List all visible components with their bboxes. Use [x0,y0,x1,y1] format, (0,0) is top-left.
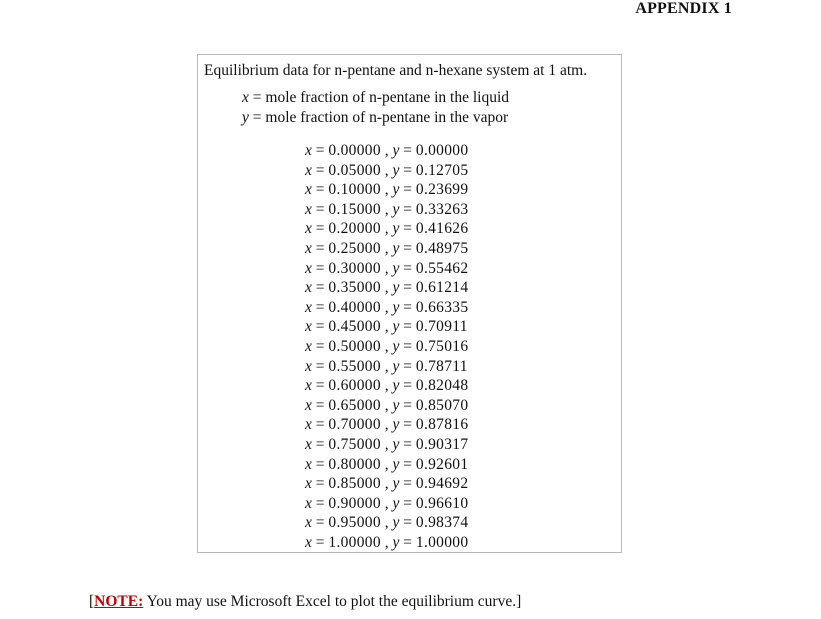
row-separator: , [380,220,393,238]
row-y-label: y [392,239,400,257]
row-y-label: y [392,298,400,316]
row-separator: , [380,200,393,218]
row-x-label: x [305,475,312,493]
row-equals: = [311,279,329,297]
table-title: Equilibrium data for n-pentane and n-hexane system at 1 atm. [204,62,588,79]
row-equals: = [311,142,329,159]
row-equals: = [399,455,416,473]
row-equals: = [311,377,329,395]
row-x-label: x [305,514,312,532]
row-x-value: 0.35000 [328,279,381,297]
row-x-value: 0.10000 [328,181,381,199]
appendix-heading: APPENDIX 1 [635,0,732,17]
row-separator: , [380,514,393,532]
row-y-label: y [392,377,400,395]
row-equals: = [311,259,329,277]
row-equals: = [311,475,329,493]
row-x-label: x [305,396,312,414]
row-equals: = [311,514,329,532]
row-separator: , [380,318,393,336]
row-y-value: 0.23699 [415,181,469,199]
row-equals: = [399,298,416,316]
row-x-label: x [305,181,312,199]
row-y-label: y [392,435,400,453]
data-row [305,298,468,318]
data-row [305,337,468,357]
row-y-value: 0.55462 [415,259,469,277]
row-equals: = [399,259,416,277]
note-open-bracket: [ [89,593,95,610]
data-row [305,259,468,279]
row-x-value: 0.55000 [328,357,381,375]
row-y-label: y [392,220,400,238]
row-separator: , [380,416,393,434]
row-y-value: 0.94692 [415,475,469,493]
row-y-value: 0.66335 [415,298,469,316]
definition-x [242,88,509,108]
row-equals: = [399,494,416,512]
data-row [305,317,468,337]
row-equals: = [311,318,329,336]
row-separator: , [380,435,393,453]
row-x-value: 0.80000 [328,455,381,473]
row-equals: = [399,161,416,179]
row-y-value: 0.96610 [415,494,469,512]
row-x-value: 0.20000 [328,220,381,238]
data-row [305,180,468,200]
row-separator: , [380,357,393,375]
row-y-label: y [392,494,400,512]
data-row [305,161,468,181]
row-equals: = [311,220,329,238]
row-equals: = [399,357,416,375]
row-y-value: 0.41626 [415,220,469,238]
row-equals: = [311,494,329,512]
row-x-value: 0.00000 [328,142,381,159]
row-y-value: 0.85070 [415,396,469,414]
row-x-value: 0.25000 [328,239,381,257]
row-y-label: y [392,475,400,493]
data-row [305,396,468,416]
row-y-value: 0.61214 [415,279,469,297]
data-row [305,278,468,298]
data-row [305,376,468,396]
row-y-value: 0.78711 [415,357,468,375]
row-equals: = [399,533,416,551]
row-y-value: 0.70911 [415,318,468,336]
row-x-label: x [305,142,312,159]
data-row [305,141,468,161]
row-x-value: 0.30000 [328,259,381,277]
row-x-label: x [305,200,312,218]
row-separator: , [380,142,393,159]
row-equals: = [399,396,416,414]
row-separator: , [380,533,393,551]
definition-y [242,108,509,128]
row-y-label: y [392,416,400,434]
row-separator: , [380,396,393,414]
row-equals: = [311,298,329,316]
row-x-label: x [305,298,312,316]
row-y-label: y [392,200,400,218]
row-y-value: 1.00000 [415,533,469,551]
row-x-value: 0.45000 [328,318,381,336]
definition-x-var: x [242,89,249,106]
row-equals: = [399,200,416,218]
row-separator: , [380,494,393,512]
row-x-label: x [305,494,312,512]
row-x-label: x [305,533,312,551]
row-y-value: 0.90317 [415,435,469,453]
row-separator: , [380,161,393,179]
row-equals: = [399,435,416,453]
row-y-label: y [392,259,400,277]
definition-x-text: mole fraction of n-pentane in the liquid [265,89,510,106]
data-row [305,357,468,377]
equilibrium-data-box [197,54,622,553]
row-y-value: 0.98374 [415,514,469,532]
row-separator: , [380,337,393,355]
row-y-label: y [392,396,400,414]
row-x-value: 0.60000 [328,377,381,395]
row-equals: = [311,161,329,179]
row-equals: = [311,533,329,551]
note-label: NOTE: [94,593,144,610]
definition-y-text: mole fraction of n-pentane in the vapor [265,109,509,126]
row-equals: = [399,475,416,493]
row-y-value: 0.82048 [415,377,469,395]
data-row [305,474,468,494]
row-y-label: y [392,455,400,473]
row-x-value: 0.65000 [328,396,381,414]
row-x-value: 0.95000 [328,514,381,532]
variable-definitions [242,88,509,128]
row-x-value: 0.40000 [328,298,381,316]
row-equals: = [399,279,416,297]
row-equals: = [311,435,329,453]
row-x-label: x [305,357,312,375]
row-y-label: y [392,161,400,179]
row-separator: , [380,455,393,473]
equilibrium-data-list [305,141,468,552]
row-y-value: 0.00000 [415,142,469,159]
row-x-value: 0.50000 [328,337,381,355]
row-equals: = [311,416,329,434]
definition-y-eq: = [248,109,266,126]
data-row [305,219,468,239]
row-equals: = [311,455,329,473]
note-text: You may use Microsoft Excel to plot the equilibrium curve.] [143,593,522,610]
row-y-value: 0.48975 [415,239,469,257]
row-separator: , [380,239,393,257]
row-equals: = [311,337,329,355]
row-x-value: 1.00000 [328,533,381,551]
data-row [305,415,468,435]
row-x-value: 0.85000 [328,475,381,493]
row-x-label: x [305,377,312,395]
row-equals: = [311,239,329,257]
row-separator: , [380,377,393,395]
row-x-label: x [305,161,312,179]
row-equals: = [399,220,416,238]
row-x-label: x [305,416,312,434]
data-row [305,435,468,455]
row-y-value: 0.33263 [415,200,469,218]
data-row [305,455,468,475]
row-equals: = [399,416,416,434]
row-equals: = [311,181,329,199]
row-y-label: y [392,514,400,532]
row-x-value: 0.90000 [328,494,381,512]
row-equals: = [399,239,416,257]
note [89,592,521,612]
row-equals: = [399,377,416,395]
definition-x-eq: = [248,89,266,106]
row-equals: = [399,142,416,159]
row-equals: = [399,514,416,532]
row-x-value: 0.05000 [328,161,381,179]
row-x-label: x [305,337,312,355]
row-equals: = [399,181,416,199]
row-x-label: x [305,239,312,257]
row-equals: = [399,337,416,355]
row-separator: , [380,298,393,316]
row-y-value: 0.12705 [415,161,469,179]
row-y-label: y [392,318,400,336]
row-x-value: 0.75000 [328,435,381,453]
row-y-label: y [392,533,400,551]
row-equals: = [399,318,416,336]
row-y-label: y [392,357,400,375]
row-equals: = [311,357,329,375]
row-y-value: 0.75016 [415,337,469,355]
row-x-label: x [305,455,312,473]
row-equals: = [311,396,329,414]
row-y-label: y [392,142,400,159]
row-separator: , [380,259,393,277]
row-y-label: y [392,337,400,355]
row-separator: , [380,475,393,493]
row-x-value: 0.70000 [328,416,381,434]
row-y-label: y [392,279,400,297]
row-equals: = [311,200,329,218]
row-x-label: x [305,318,312,336]
row-x-label: x [305,435,312,453]
row-separator: , [380,279,393,297]
data-row [305,200,468,220]
row-y-value: 0.87816 [415,416,469,434]
row-x-value: 0.15000 [328,200,381,218]
row-y-value: 0.92601 [415,455,469,473]
row-x-label: x [305,220,312,238]
data-row [305,239,468,259]
data-row [305,513,468,533]
row-separator: , [380,181,393,199]
row-x-label: x [305,279,312,297]
definition-y-var: y [242,109,249,126]
row-x-label: x [305,259,312,277]
data-row [305,533,468,553]
row-y-label: y [392,181,400,199]
data-row [305,494,468,514]
